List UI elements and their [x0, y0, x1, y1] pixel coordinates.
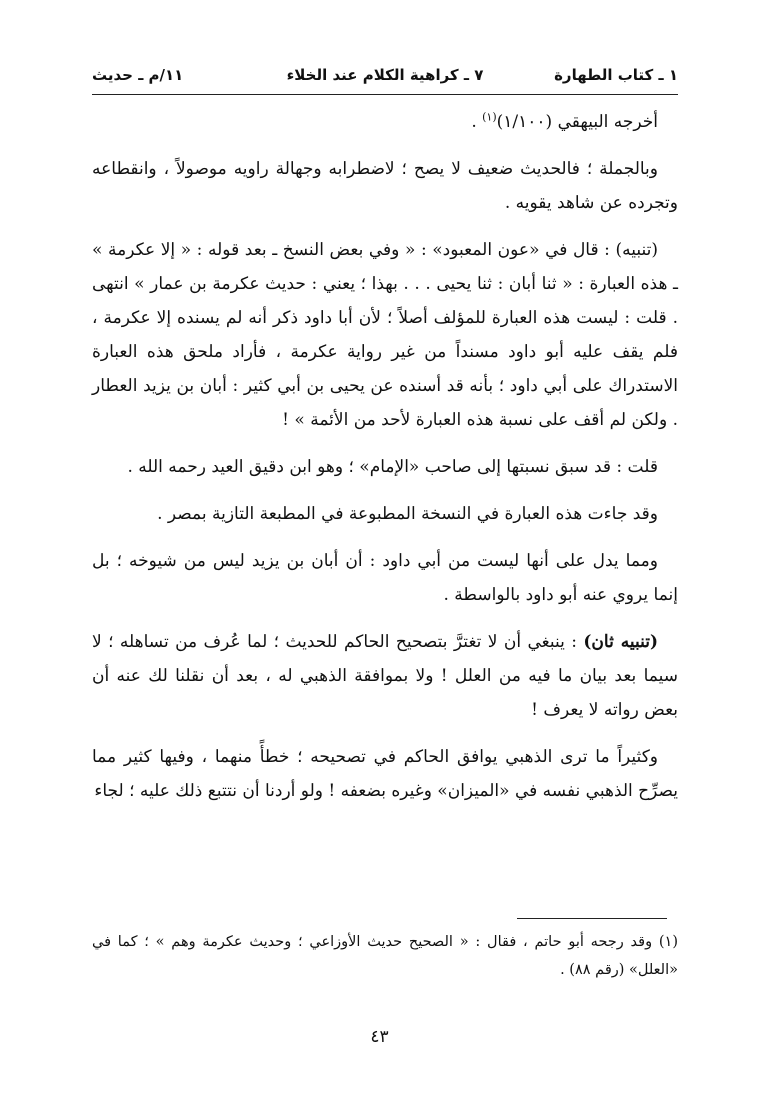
paragraph-6: ومما يدل على أنها ليست من أبي داود : أن أبان بن يزيد ليس من شيوخه ؛ بل إنما يروي عنه أبو داود بالواسطة . [92, 551, 678, 605]
main-text [92, 105, 678, 821]
footnote: (١) وقد رجحه أبو حاتم ، فقال : « الصحيح حديث الأوزاعي ؛ وحديث عكرمة وهم » ؛ كما في «العلل» (رقم ٨٨) . [92, 934, 678, 978]
paragraph-1 [92, 105, 678, 139]
paragraph-2: وبالجملة ؛ فالحديث ضعيف لا يصح ؛ لاضطرابه وجهالة راويه موصولاً ، وانقطاعه وتجرده عن شاهد يقويه . [92, 159, 678, 213]
paragraph-4: قلت : قد سبق نسبتها إلى صاحب «الإمام» ؛ وهو ابن دقيق العيد رحمه الله . [127, 457, 658, 477]
second-note-label: (تنبيه ثان) [583, 632, 658, 652]
paragraph-1-text: أخرجه البيهقي (١/١٠٠) [496, 112, 658, 132]
paragraph-1-end: . [471, 112, 483, 132]
paragraph-8: وكثيراً ما ترى الذهبي يوافق الحاكم في تصحيحه ؛ خطأً منهما ، وفيها كثير مما يصرِّح الذهبي نفسه في «الميزان» وغيره بضعفه ! ولو أردنا أن نتتبع ذلك عليه ؛ لجاء [92, 747, 678, 801]
paragraph-7-text: : ينبغي أن لا تغترَّ بتصحيح الحاكم للحديث ؛ لما عُرف من تساهله ؛ لا سيما بعد بيان ما فيه من العلل ! ولا بموافقة الذهبي له ، بعد أن نقلنا لك عنه أن بعض رواته لا يعرف ! [92, 632, 678, 720]
note-label: (تنبيه) [615, 240, 658, 260]
footnote-ref: (١) [482, 110, 497, 124]
paragraph-3-text: : قال في «عون المعبود» : « وفي بعض النسخ ـ بعد قوله : « إلا عكرمة » ـ هذه العبارة : « ثنا أبان : ثنا يحيى . . . بهذا ؛ يعني : حديث عكرمة بن عمار » انتهى . قلت : ليست هذه العبارة للمؤلف أصلاً ؛ لأن أبا داود ذكر أنه لم يسنده إلا عكرمة ، فلم يقف عليه أبو داود مسنداً من غير رواية عكرمة ، فأراد ملحق هذه العبارة الاستدراك على أبي داود ؛ بأنه قد أسنده عن يحيى بن أبي كثير : أبان بن يزيد العطار . ولكن لم أقف على نسبة هذه العبارة لأحد من الأئمة » ! [92, 240, 678, 430]
page-number: ٤٣ [370, 1027, 389, 1047]
running-header [92, 60, 678, 95]
header-book-title: ١ ـ كتاب الطهارة [554, 66, 678, 84]
header-hadith-number: ١١/م ـ حديث [92, 66, 184, 84]
paragraph-7 [92, 625, 678, 727]
paragraph-3 [92, 233, 678, 437]
footnote-divider [517, 918, 667, 919]
paragraph-5: وقد جاءت هذه العبارة في النسخة المطبوعة في المطبعة التازية بمصر . [157, 504, 658, 524]
header-chapter-title: ٧ ـ كراهية الكلام عند الخلاء [286, 66, 484, 84]
